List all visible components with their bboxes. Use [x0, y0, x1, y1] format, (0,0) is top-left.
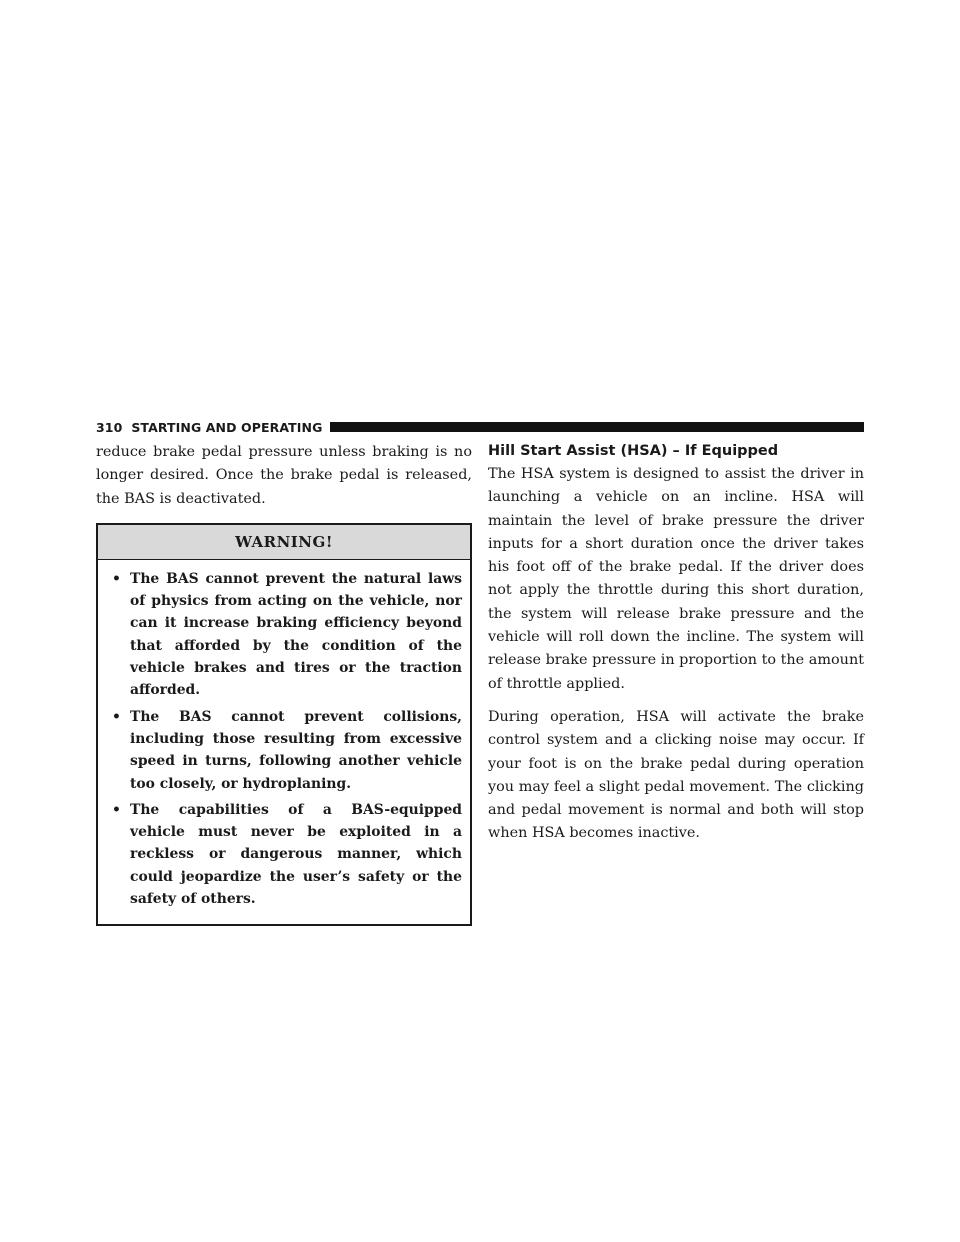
warning-title: WARNING!: [98, 525, 470, 560]
section-heading: Hill Start Assist (HSA) – If Equipped: [488, 443, 779, 459]
right-column: [488, 441, 864, 856]
warning-item: [110, 799, 462, 910]
bullet-icon: •: [112, 801, 121, 818]
warning-item-text: The BAS cannot prevent collisions, including those resulting from excessive speed in turns, following another vehicle too closely, or hydroplaning.: [130, 708, 462, 792]
hsa-paragraph: The HSA system is designed to assist the driver in launching a vehicle on an incline. HSA will maintain the level of brake pressure the driver inputs for a short duration once the driver takes his foot off of the brake pedal. If the driver does not apply the throttle during this short duration, the system will release brake pressure and the vehicle will roll down the incline. The system will release brake pressure in proportion to the amount of throttle applied.: [488, 466, 864, 692]
header-rule: [330, 422, 864, 432]
bullet-icon: •: [112, 708, 121, 725]
left-column: [96, 441, 472, 926]
warning-item-text: The capabilities of a BAS-equipped vehicle must never be exploited in a reckless or dangerous manner, which could jeopardize the user’s safety or the safety of others.: [130, 801, 462, 908]
hsa-paragraph: During operation, HSA will activate the brake control system and a clicking noise may occur. If your foot is on the brake pedal during operation you may feel a slight pedal movement. The clicking and pedal movement is normal and both will stop when HSA becomes inactive.: [488, 708, 864, 842]
intro-paragraph: reduce brake pedal pressure unless braking is no longer desired. Once the brake pedal is released, the BAS is deactivated.: [96, 444, 472, 507]
warning-item: [110, 706, 462, 795]
page-header: [96, 418, 864, 436]
warning-box: [96, 523, 472, 926]
bullet-icon: •: [112, 570, 121, 587]
warning-item: [110, 568, 462, 702]
warning-item-text: The BAS cannot prevent the natural laws of physics from acting on the vehicle, nor can it increase braking efficiency beyond that afforded by the condition of the vehicle brakes and tires or the traction afforded.: [130, 570, 462, 699]
header-label: [96, 420, 330, 435]
section-title: STARTING AND OPERATING: [131, 419, 323, 435]
warning-list: [98, 560, 470, 924]
page-number: 310: [96, 419, 123, 435]
